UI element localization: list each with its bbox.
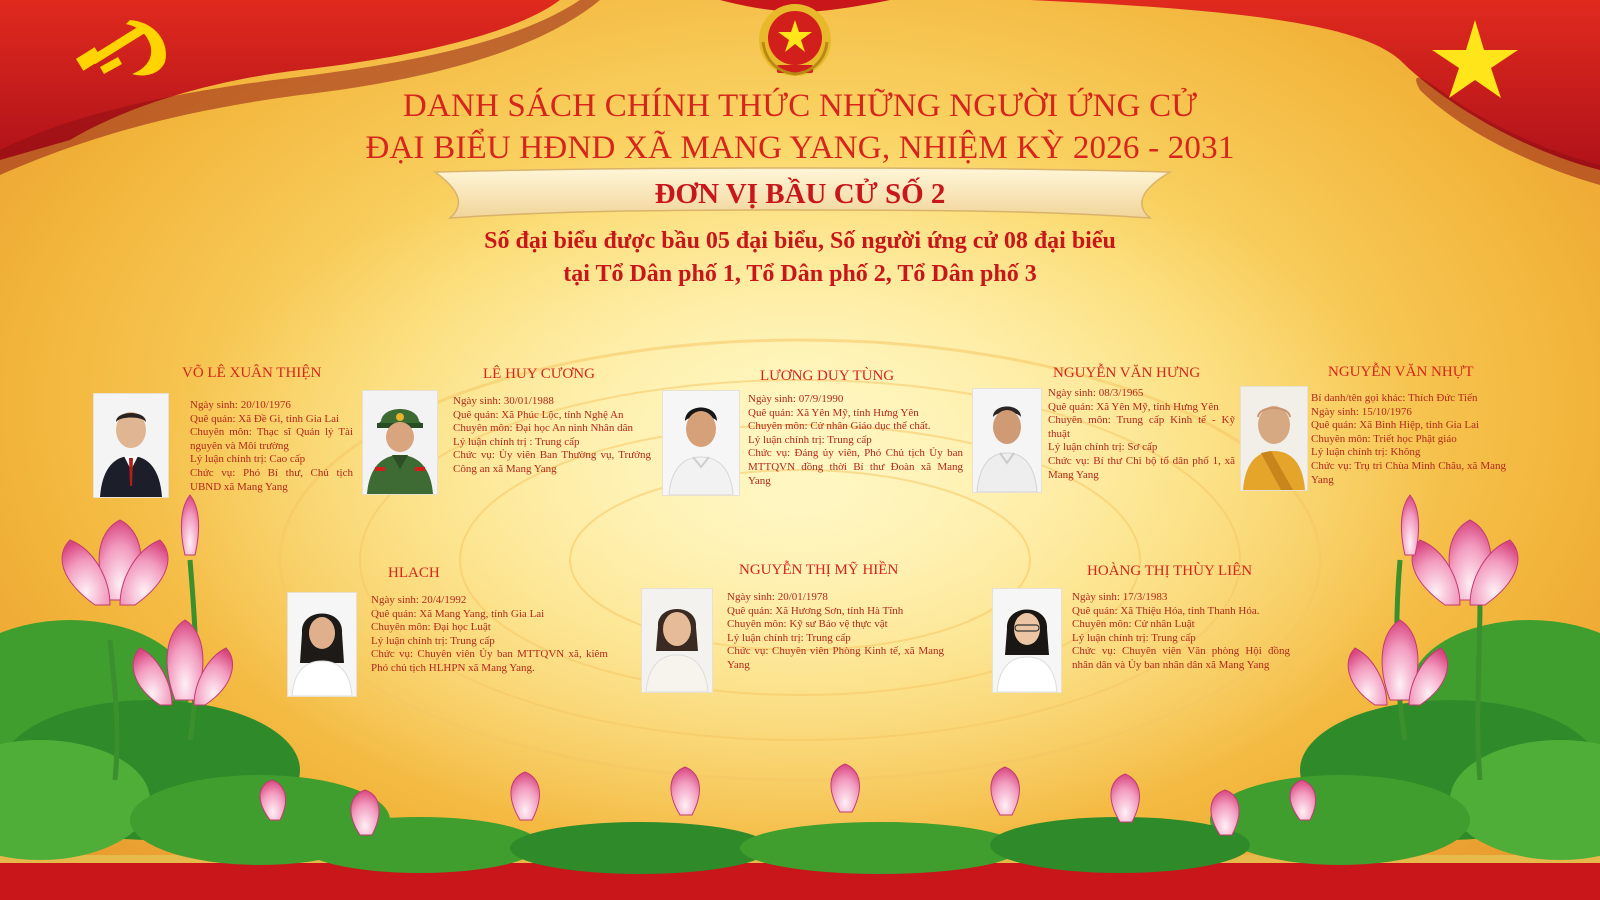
- candidate-details: [1311, 392, 1506, 487]
- candidate-details: [190, 399, 353, 494]
- detail-line: Chức vụ: Đảng ủy viên, Phó Chủ tịch Ủy ban MTTQVN đồng thời Bí thư Đoàn xã Mang Yang: [748, 447, 963, 487]
- candidate-name: NGUYỄN VĂN HƯNG: [1053, 365, 1201, 381]
- detail-line: Lý luận chính trị: Không: [1311, 446, 1421, 459]
- detail-line: Chuyên môn: Triết học Phật giáo: [1311, 432, 1457, 445]
- detail-line: Lý luận chính trị: Trung cấp: [371, 634, 495, 647]
- candidate-name: NGUYỄN VĂN NHỰT: [1328, 364, 1474, 380]
- candidate-photo: [992, 588, 1062, 693]
- detail-line: Chuyên môn: Đại học Luật: [371, 621, 491, 634]
- candidate-details: [453, 395, 651, 477]
- detail-line: Chuyên môn: Cử nhân Luật: [1072, 618, 1195, 631]
- candidate-details: [1072, 591, 1290, 673]
- candidate-details: [727, 591, 944, 673]
- detail-line: Quê quán: Xã Hương Sơn, tỉnh Hà Tĩnh: [727, 604, 904, 617]
- detail-line: Ngày sinh: 08/3/1965: [1048, 387, 1144, 399]
- candidate-photo: [362, 390, 438, 495]
- detail-line: Chuyên môn: Đại học An ninh Nhân dân: [453, 422, 633, 435]
- candidate-photo: [972, 388, 1042, 493]
- detail-line: Quê quán: Xã Đề Gi, tỉnh Gia Lai: [190, 412, 340, 425]
- detail-line: Chức vụ: Trụ trì Chùa Minh Châu, xã Mang Yang: [1311, 459, 1506, 486]
- detail-line: Chuyên môn: Cử nhân Giáo dục thể chất.: [748, 420, 931, 433]
- candidate-name: LÊ HUY CƯƠNG: [483, 366, 595, 382]
- detail-line: Quê quán: Xã Phúc Lộc, tỉnh Nghệ An: [453, 408, 624, 421]
- detail-line: Chức vụ: Bí thư Chi bộ tổ dân phố 1, xã Mang Yang: [1048, 454, 1235, 481]
- detail-line: Ngày sinh: 20/4/1992: [371, 594, 467, 606]
- subtitle-line-1: Số đại biểu được bầu 05 đại biểu, Số người ứng cử 08 đại biểu: [484, 228, 1116, 254]
- detail-line: Lý luận chính trị : Trung cấp: [453, 435, 580, 448]
- detail-line: Chức vụ: Ủy viên Ban Thường vụ, Trưởng Công an xã Mang Yang: [453, 449, 651, 475]
- detail-line: Ngày sinh: 20/10/1976: [190, 399, 291, 411]
- detail-line: Lý luận chính trị: Sơ cấp: [1048, 441, 1158, 454]
- detail-line: Chức vụ: Chuyên viên Phòng Kinh tế, xã Mang Yang: [727, 645, 944, 671]
- detail-line: Ngày sinh: 30/01/1988: [453, 395, 554, 407]
- subtitle-line-2: tại Tổ Dân phố 1, Tổ Dân phố 2, Tổ Dân phố 3: [563, 261, 1037, 287]
- detail-line: Lý luận chính trị: Trung cấp: [727, 631, 851, 644]
- yellow-star-icon: [1420, 18, 1530, 98]
- detail-line: Chuyên môn: Thạc sĩ Quản lý Tài nguyên và Môi trường: [190, 426, 353, 452]
- detail-line: Quê quán: Xã Thiệu Hóa, tỉnh Thanh Hóa.: [1072, 604, 1260, 617]
- detail-line: Ngày sinh: 17/3/1983: [1072, 591, 1168, 603]
- electoral-unit-label: ĐƠN VỊ BẦU CỬ SỐ 2: [654, 178, 946, 210]
- candidate-details: [1048, 387, 1235, 482]
- candidate-name: NGUYỄN THỊ MỸ HIỀN: [739, 562, 899, 578]
- detail-line: Quê quán: Xã Bình Hiệp, tỉnh Gia Lai: [1311, 419, 1480, 432]
- candidate-name: VÕ LÊ XUÂN THIỆN: [182, 365, 322, 381]
- detail-line: Lý luận chính trị: Trung cấp: [748, 433, 872, 446]
- detail-line: Chức vụ: Chuyên viên Ủy ban MTTQVN xã, kiêm Phó chủ tịch HLHPN xã Mang Yang.: [371, 648, 608, 674]
- candidate-photo: [641, 588, 713, 693]
- candidate-details: [371, 594, 608, 676]
- candidate-photo: [662, 390, 740, 496]
- candidate-photo: [287, 592, 357, 697]
- national-emblem-icon: [755, 2, 835, 82]
- detail-line: Quê quán: Xã Yên Mỹ, tỉnh Hưng Yên: [748, 406, 919, 419]
- detail-line: Chuyên môn: Trung cấp Kinh tế - Kỹ thuật: [1048, 414, 1235, 440]
- candidate-name: LƯƠNG DUY TÙNG: [760, 368, 895, 384]
- detail-line: Bí danh/tên gọi khác: Thích Đức Tiến: [1311, 392, 1478, 404]
- detail-line: Quê quán: Xã Yên Mỹ, tỉnh Hưng Yên: [1048, 400, 1219, 413]
- detail-line: Ngày sinh: 15/10/1976: [1311, 405, 1412, 418]
- candidate-name: HLACH: [388, 565, 440, 581]
- page-title-line-2: ĐẠI BIỂU HĐND XÃ MANG YANG, NHIỆM KỲ 2026 - 2031: [365, 130, 1235, 166]
- detail-line: Lý luận chính trị: Trung cấp: [1072, 631, 1196, 644]
- detail-line: Chuyên môn: Kỹ sư Bảo vệ thực vật: [727, 618, 888, 631]
- candidate-details: [748, 393, 963, 488]
- candidate-photo: [1240, 386, 1308, 491]
- detail-line: Ngày sinh: 20/01/1978: [727, 591, 828, 603]
- detail-line: Chức vụ: Chuyên viên Văn phòng Hội đồng nhân dân và Ủy ban nhân dân xã Mang Yang: [1072, 645, 1290, 671]
- detail-line: Lý luận chính trị: Cao cấp: [190, 453, 306, 466]
- detail-line: Ngày sinh: 07/9/1990: [748, 393, 844, 405]
- candidate-photo: [93, 393, 169, 498]
- detail-line: Quê quán: Xã Mang Yang, tỉnh Gia Lai: [371, 607, 545, 620]
- page-title-line-1: DANH SÁCH CHÍNH THỨC NHỮNG NGƯỜI ỨNG CỬ: [402, 88, 1198, 124]
- candidate-name: HOÀNG THỊ THÙY LIÊN: [1087, 563, 1253, 579]
- detail-line: Chức vụ: Phó Bí thư, Chủ tịch UBND xã Mang Yang: [190, 466, 353, 493]
- hammer-sickle-icon: [70, 12, 180, 82]
